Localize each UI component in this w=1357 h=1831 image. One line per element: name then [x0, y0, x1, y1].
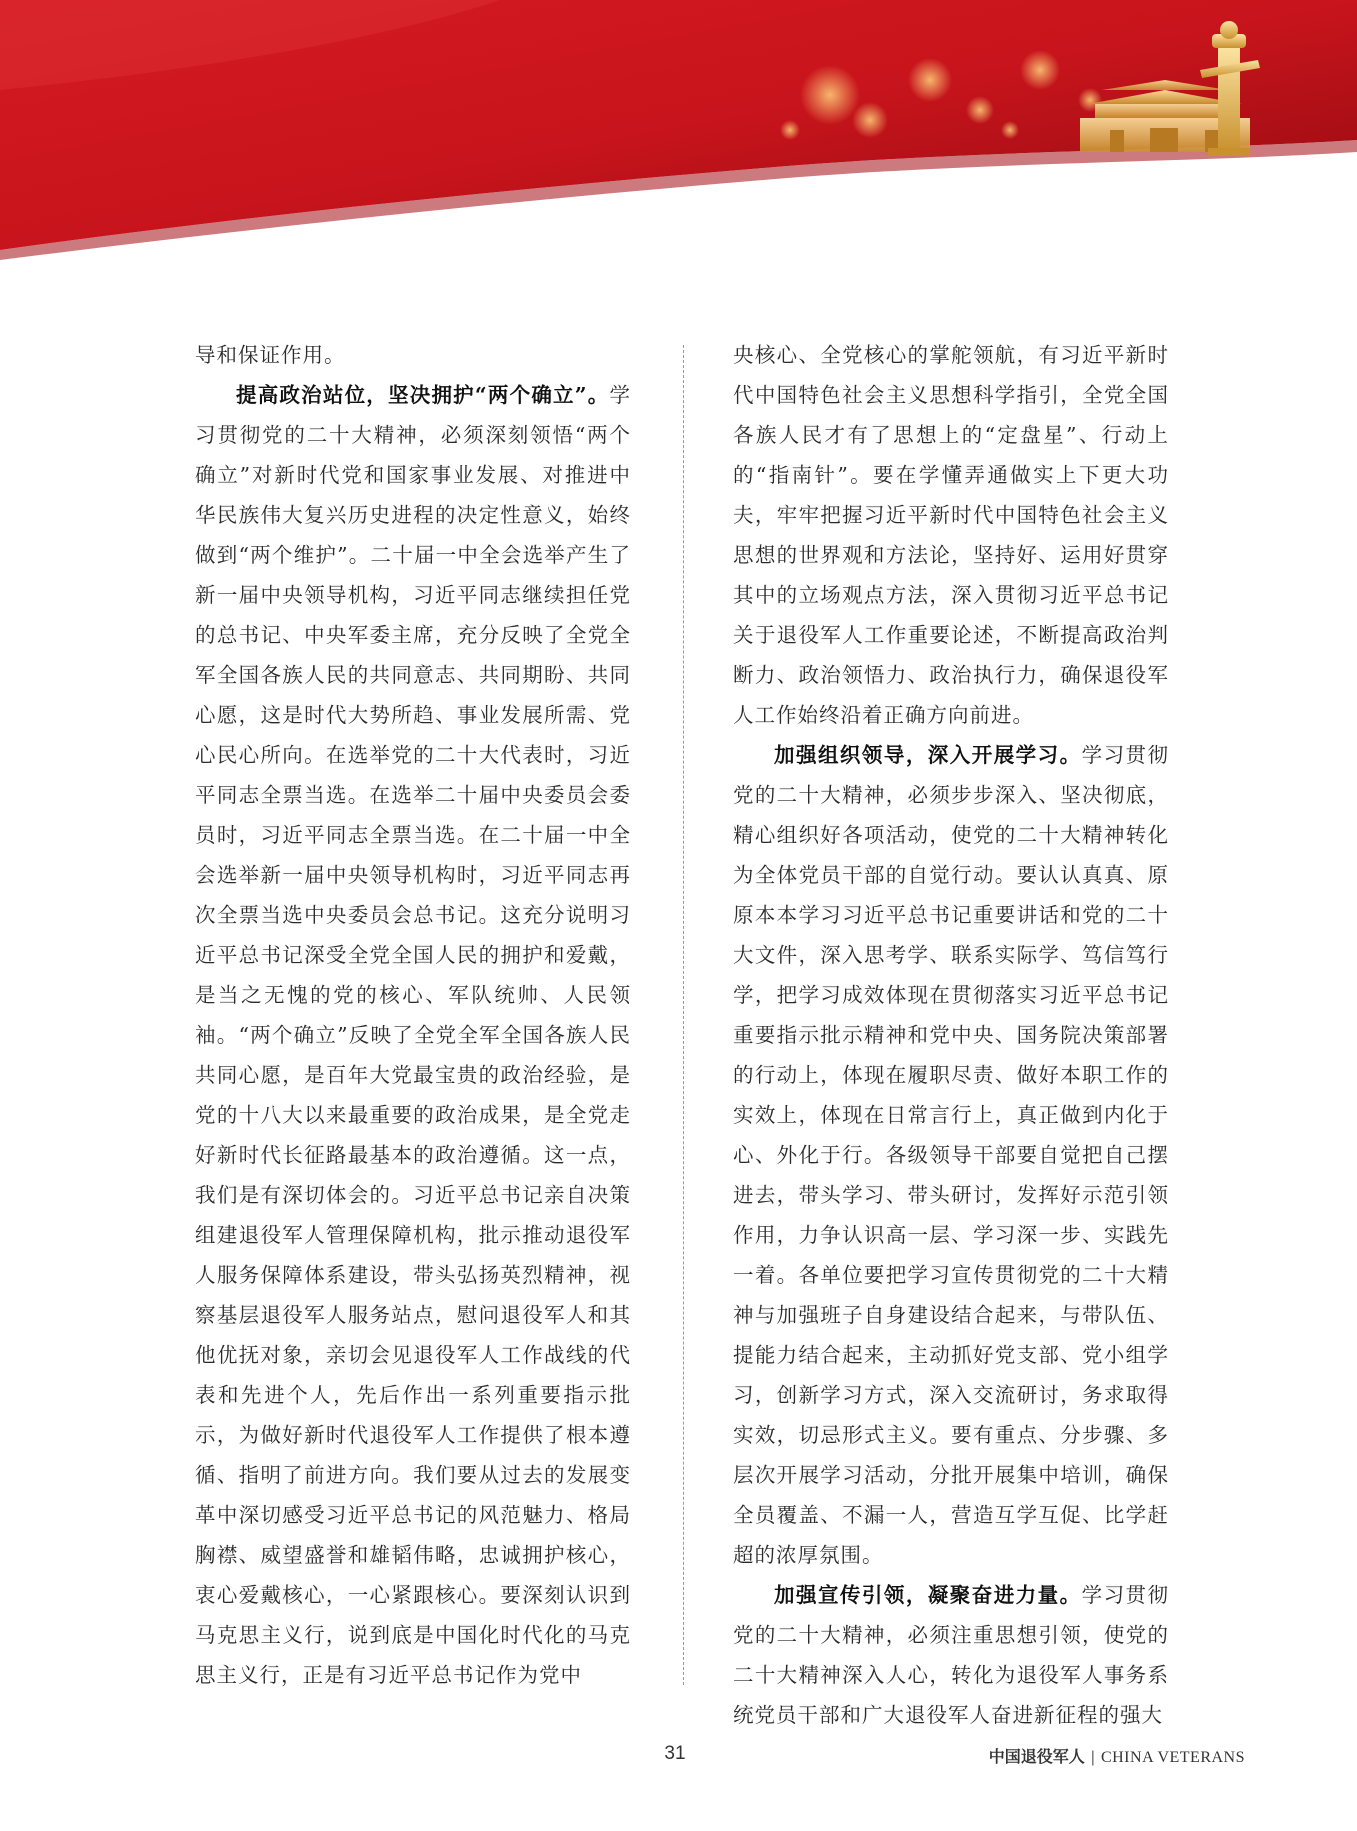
brand-english: CHINA VETERANS [1100, 1749, 1245, 1766]
banner-artwork [0, 0, 1357, 260]
left-paragraph-2-body: 学习贯彻党的二十大精神，必须深刻领悟“两个确立”对新时代党和国家事业发展、对推进中华民族伟大复兴历史进程的决定性意义，始终做到“两个维护”。二十届一中全会选举产生了新一届中央领导机构，习近平同志继续担任党的总书记、中央军委主席，充分反映了全党全军全国各族人民的共同意志、共同期盼、共同心愿，这是时代大势所趋、事业发展所需、党心民心所向。在选举党的二十大代表时，习近平同志全票当选。在选举二十届中央委员会委员时，习近平同志全票当选。在二十届一中全会选举新一届中央领导机构时，习近平同志再次全票当选中央委员会总书记。这充分说明习近平总书记深受全党全国人民的拥护和爱戴，是当之无愧的党的核心、军队统帅、人民领袖。“两个确立”反映了全党全军全国各族人民共同心愿，是百年大党最宝贵的政治经验，是党的十八大以来最重要的政治成果，是全党走好新时代长征路最基本的政治遵循。这一点，我们是有深切体会的。习近平总书记亲自决策组建退役军人管理保障机构，批示推动退役军人服务保障体系建设，带头弘扬英烈精神，视察基层退役军人服务站点，慰问退役军人和其他优抚对象，亲切会见退役军人工作战线的代表和先进个人，先后作出一系列重要指示批示，为做好新时代退役军人工作提供了根本遵循、指明了前进方向。我们要从过去的发展变革中深切感受习近平总书记的风范魅力、格局胸襟、威望盛誉和雄韬伟略，忠诚拥护核心，衷心爱戴核心，一心紧跟核心。要深刻认识到马克思主义行，说到底是中国化时代化的马克思主义行，正是有习近平总书记作为党中 [195, 383, 631, 1687]
magazine-brand [989, 1744, 1245, 1767]
section-heading-political-stance: 提高政治站位，坚决拥护“两个确立”。 [236, 383, 610, 407]
column-divider [683, 345, 684, 1685]
brand-separator: | [1090, 1749, 1095, 1766]
right-column [733, 335, 1169, 1735]
right-paragraph-2-body: 学习贯彻党的二十大精神，必须步步深入、坚决彻底，精心组织好各项活动，使党的二十大精神转化为全体党员干部的自觉行动。要认认真真、原原本本学习习近平总书记重要讲话和党的二十大文件，深入思考学、联系实际学、笃信笃行学，把学习成效体现在贯彻落实习近平总书记重要指示批示精神和党中央、国务院决策部署的行动上，体现在履职尽责、做好本职工作的实效上，体现在日常言行上，真正做到内化于心、外化于行。各级领导干部要自觉把自己摆进去，带头学习、带头研讨，发挥好示范引领作用，力争认识高一层、学习深一步、实践先一着。各单位要把学习宣传贯彻党的二十大精神与加强班子自身建设结合起来，与带队伍、提能力结合起来，主动抓好党支部、党小组学习，创新学习方式，深入交流研讨，务求取得实效，切忌形式主义。要有重点、分步骤、多层次开展学习活动，分批开展集中培训，确保全员覆盖、不漏一人，营造互学互促、比学赶超的浓厚氛围。 [733, 743, 1170, 1567]
left-paragraph-2 [195, 375, 631, 1695]
section-heading-publicity: 加强宣传引领，凝聚奋进力量。 [774, 1583, 1082, 1607]
page-number: 31 [664, 1743, 686, 1764]
right-paragraph-1: 央核心、全党核心的掌舵领航，有习近平新时代中国特色社会主义思想科学指引，全党全国各族人民才有了思想上的“定盘星”、行动上的“指南针”。要在学懂弄通做实上下更大功夫，牢牢把握习近平新时代中国特色社会主义思想的世界观和方法论，坚持好、运用好贯穿其中的立场观点方法，深入贯彻习近平总书记关于退役军人工作重要论述，不断提高政治判断力、政治领悟力、政治执行力，确保退役军人工作始终沿着正确方向前进。 [733, 343, 1169, 727]
header-banner [0, 0, 1357, 260]
right-paragraph-3-body: 学习贯彻党的二十大精神，必须注重思想引领，使党的二十大精神深入人心，转化为退役军人事务系统党员干部和广大退役军人奋进新征程的强大 [733, 1583, 1170, 1727]
right-paragraph-3 [733, 1575, 1169, 1735]
brand-chinese: 中国退役军人 [988, 1749, 1085, 1766]
section-heading-organization: 加强组织领导，深入开展学习。 [774, 743, 1082, 767]
left-paragraph-1: 导和保证作用。 [195, 343, 346, 367]
right-paragraph-2 [733, 735, 1169, 1575]
left-column [195, 335, 631, 1695]
